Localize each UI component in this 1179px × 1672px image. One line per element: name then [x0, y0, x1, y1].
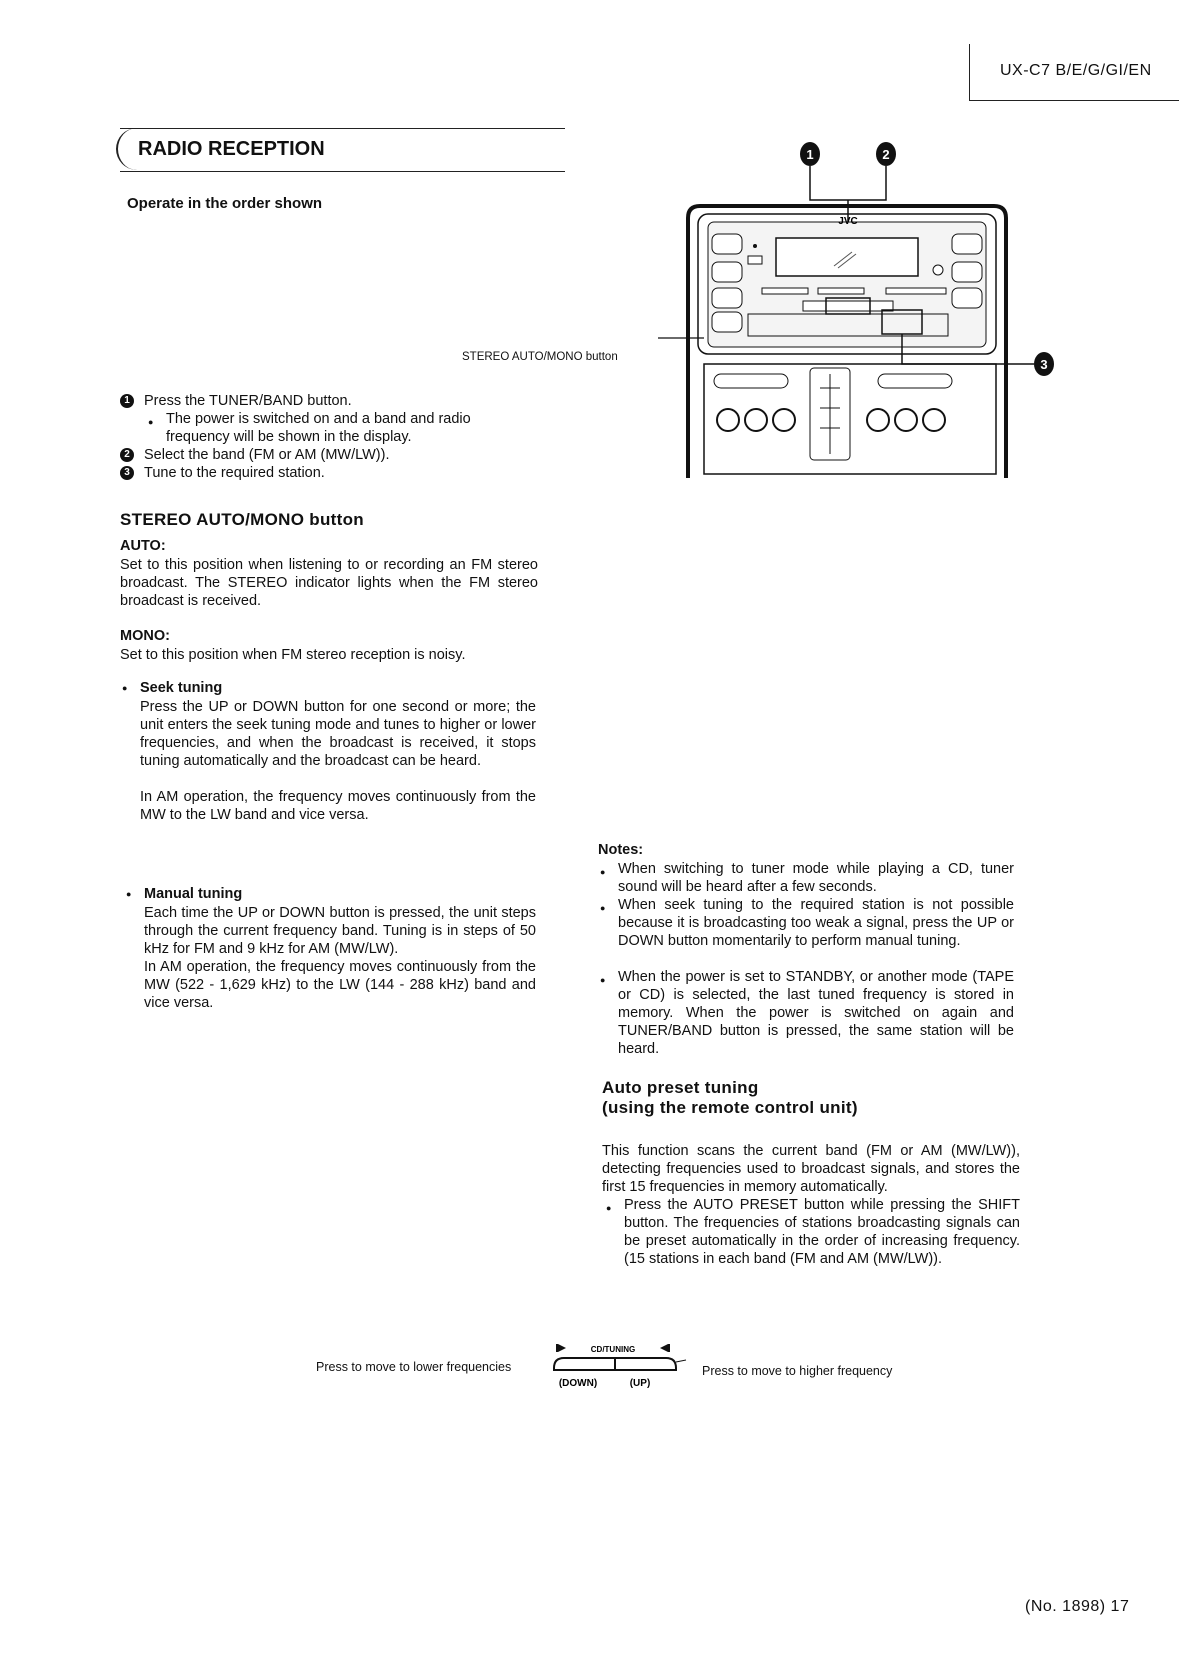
up-label: (UP) [629, 1378, 651, 1389]
note-2: ● When seek tuning to the required station is not possible because it is broadcasting too weak a signal, press the UP or DOWN button momentarily to perform manual tuning. [618, 896, 1014, 950]
model-number: UX-C7 B/E/G/GI/EN [1000, 62, 1152, 79]
step-3-number: 3 [120, 466, 134, 480]
step-3-text: Tune to the required station. [144, 465, 325, 481]
seek-text-2: In AM operation, the frequency moves continuously from the MW to the LW band and vice versa. [140, 789, 536, 823]
stereo-callout-label: STEREO AUTO/MONO button [462, 351, 618, 363]
manual-label: ● Manual tuning [144, 886, 242, 902]
preset-bullet: ● Press the AUTO PRESET button while pressing the SHIFT button. The frequencies of stations broadcasting signals can be preset automatically in the order of increasing frequency.(15 stations in each band (FM and AM (MW/LW)). [624, 1196, 1020, 1268]
stereo-heading: STEREO AUTO/MONO button [120, 510, 364, 529]
note-3: ● When the power is set to STANDBY, or another mode (TAPE or CD) is selected, the last tuned frequency is stored in memory. When the power is switched on again and TUNER/BAND button is pressed, the same station will be heard. [618, 968, 1014, 1058]
down-label: (DOWN) [558, 1378, 598, 1389]
note-1: ● When switching to tuner mode while playing a CD, tuner sound will be heard after a few seconds. [618, 860, 1014, 896]
higher-freq-label: Press to move to higher frequency [702, 1364, 893, 1378]
step-1 [120, 392, 352, 410]
preset-heading: Auto preset tuning [602, 1078, 759, 1097]
lower-freq-label: Press to move to lower frequencies [316, 1360, 512, 1374]
tuning-button-diagram [548, 1344, 688, 1400]
unit-diagram [458, 138, 1078, 478]
cd-tuning-label: CD/TUNING [590, 1345, 636, 1354]
auto-text: Set to this position when listening to or recording an FM stereo broadcast. The STEREO indicator lights when the FM stereo broadcast is received. [120, 557, 538, 609]
brand-label: JVC [838, 216, 858, 227]
marker-1 [800, 142, 820, 166]
page-number: (No. 1898) 17 [1025, 1598, 1130, 1615]
step-1-number: 1 [120, 394, 134, 408]
header-rule-horizontal [969, 100, 1179, 101]
operate-note: Operate in the order shown [127, 195, 323, 212]
seek-text-1: Press the UP or DOWN button for one second or more; the unit enters the seek tuning mode and tunes to higher or lower frequencies, and when the broadcast is received, it stops tuning automatically and the broadcast can be heard. [140, 699, 536, 769]
header-rule-vertical [969, 44, 970, 100]
manual-text-1: Each time the UP or DOWN button is pressed, the unit steps through the current frequency band. Tuning is in steps of 50 kHz for FM and 9 kHz for AM (MW/LW). [144, 905, 536, 957]
step-3 [120, 464, 325, 482]
marker-3-label: 3 [1040, 357, 1048, 372]
notes-label: Notes: [598, 842, 644, 858]
mono-text: Set to this position when FM stereo reception is noisy. [120, 647, 466, 663]
marker-1-label: 1 [806, 147, 814, 162]
step-1-text: Press the TUNER/BAND button. [144, 393, 352, 409]
marker-3 [1034, 352, 1054, 376]
preset-text: This function scans the current band (FM or AM (MW/LW)), detecting frequencies used to broadcast signals, and stores the first 15 frequencies in memory automatically. [602, 1143, 1020, 1195]
seek-label: ● Seek tuning [140, 680, 222, 696]
section-title: RADIO RECEPTION [138, 138, 325, 160]
step-2 [120, 446, 389, 464]
marker-2 [876, 142, 896, 166]
auto-label: AUTO: [120, 538, 166, 554]
step-2-number: 2 [120, 448, 134, 462]
step-1-sub: ● The power is switched on and a band and radio frequency will be shown in the display. [166, 410, 534, 446]
manual-text-2: In AM operation, the frequency moves continuously from the MW (522 - 1,629 kHz) to the LW (144 - 288 kHz) band and vice versa. [144, 959, 536, 1011]
preset-subheading: (using the remote control unit) [602, 1098, 858, 1117]
step-2-text: Select the band (FM or AM (MW/LW)). [144, 447, 390, 463]
marker-2-label: 2 [882, 147, 890, 162]
mono-label: MONO: [120, 628, 170, 644]
